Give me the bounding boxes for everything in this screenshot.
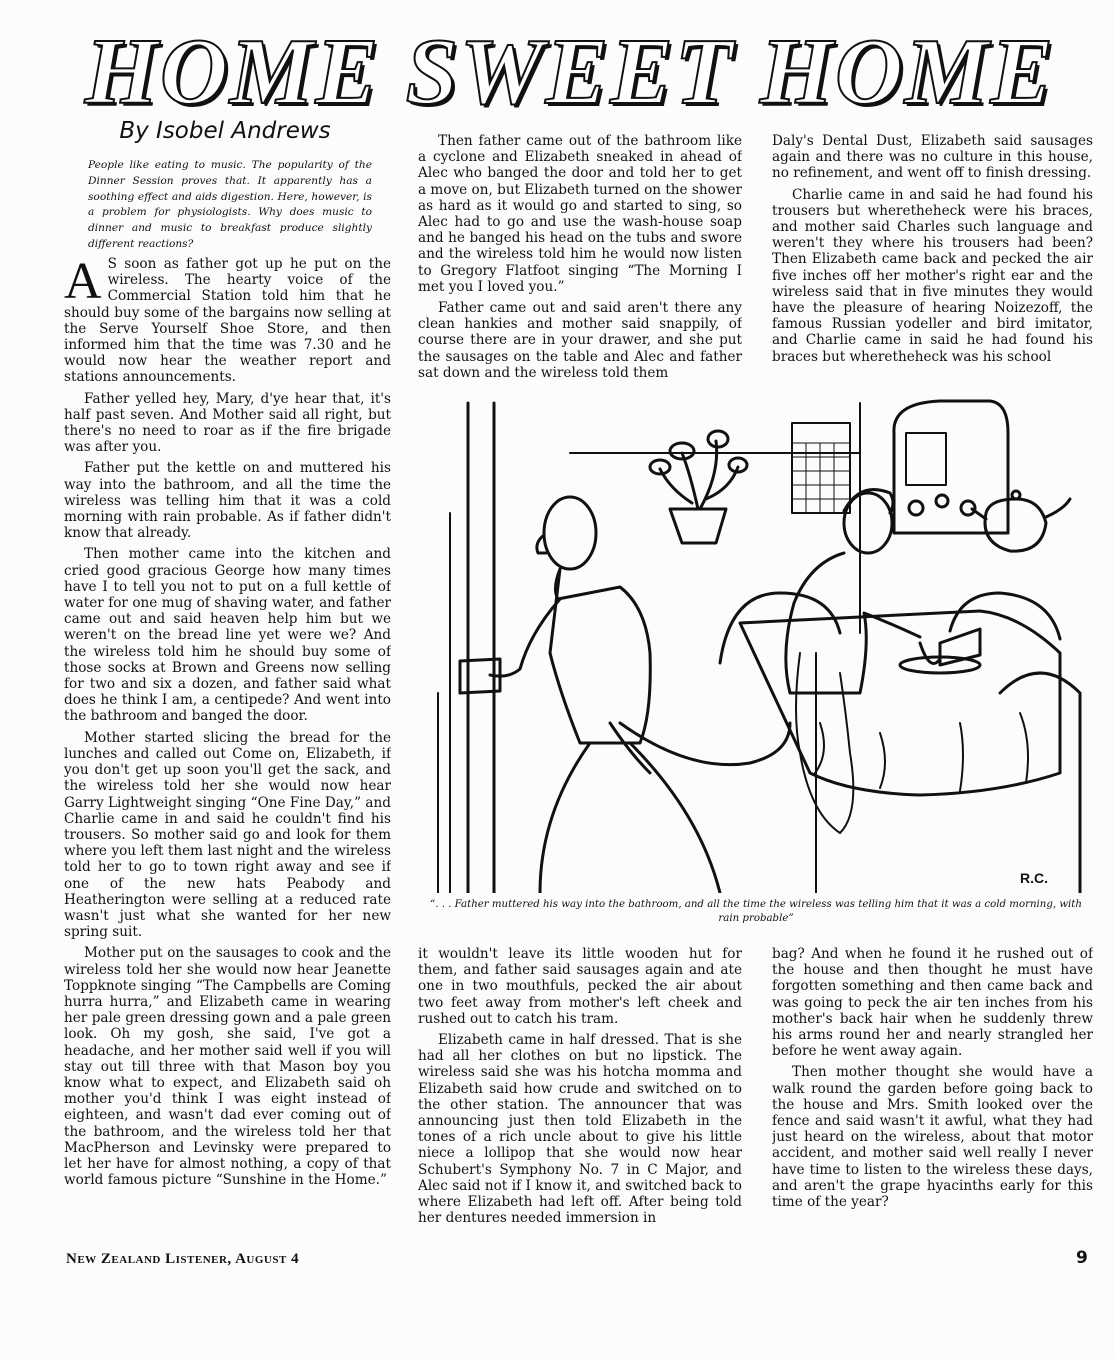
paragraph: Elizabeth came in half dressed. That is she had all her clothes on but no lipstick. The wireless said she was his hotcha momma and Elizabeth said how crude and switched on to the other station. The announcer that was announcing just then told Elizabeth in the tones of a rich uncle about to give his little niece a lollipop that she would now hear Schubert's Symphony No. 7 in C Major, and Alec said not if I know it, and switched back to where Elizabeth had left off. After being told her dentures needed immersion in <box>418 1032 742 1227</box>
paragraph: A S soon as father got up he put on the wireless. The hearty voice of the Commercial Station told him that he should buy some of the bargains now selling at the Serve Yourself Shoe Store, and then informed him that the time was 7.30 and he would now hear the weather report and stations announcements. <box>64 256 391 386</box>
paragraph: Then father came out of the bathroom like a cyclone and Elizabeth sneaked in ahead of Alec who banged the door and told her to get a move on, but Elizabeth turned on the shower as hard as it would go and started to sing, so Alec had to go and use the wash-house soap and he banged his head on the tubs and swore and the wireless told him he would now listen to Gregory Flatfoot singing “The Morning I met you I loved you.” <box>418 133 742 295</box>
paragraph: Then mother thought she would have a walk round the garden before going back to the house and Mrs. Smith looked over the fence and said wasn't it awful, what they had just heard on the wireless, about that motor accident, and mother said well really I never have time to listen to the wireless these days, and aren't the grape hyacinths early for this time of the year? <box>772 1064 1093 1211</box>
column-4 <box>418 946 742 1236</box>
paragraph: Charlie came in and said he had found his trousers but wheretheheck were his braces, and mother said Charles such language and weren't they where his trousers had been? Then Elizabeth came back and pecked the air five inches off her mother's right ear and the wireless said that in five minutes they would have the pleasure of hearing Noizezoff, the famous Russian yodeller and bird imitator, and Charlie came in said he had found his braces but wheretheheck was his school <box>772 186 1093 365</box>
paragraph: Mother started slicing the bread for the lunches and called out Come on, Elizabeth, if you don't get up soon you'll get the sack, and the wireless told her she would now hear Garry Lightweight singing “One Fine Day,” and Charlie came in and said he couldn't find his trousers. So mother said go and look for them where you left them last night and the wireless told her to go to town right away and see if one of the new hats Peabody and Heatherington were selling at a reduced rate wasn't just what she wanted for her new spring suit. <box>64 729 391 941</box>
column-2 <box>418 133 742 388</box>
teapot-icon <box>972 491 1070 551</box>
paragraph: Father yelled hey, Mary, d'ye hear that, it's half past seven. And Mother said all right, but there's no need to roar as if the fire brigade was after you. <box>64 390 391 456</box>
father-figure <box>460 497 790 893</box>
paragraph: Then mother came into the kitchen and cried good gracious George how many times have I to tell you not to put on a full kettle of water for one mug of shaving water, and father came out and said heaven help him but we weren't on the bread line yet were we? And the wireless told him he should buy some of those socks at Brown and Greens now selling for two and six a dozen, and father said what does he think I am, a centipede? And went into the bathroom and banged the door. <box>64 546 391 725</box>
paragraph: bag? And when he found it he rushed out of the house and then thought he must have forgotten something and then came back and was going to peck the air ten inches from his mother's back hair when he suddenly threw his arms round her and nearly strangled her before he went away again. <box>772 946 1093 1060</box>
paragraph: Father put the kettle on and muttered his way into the bathroom, and all the time the wireless was telling him that it was a cold morning with rain probable. As if father didn't know that already. <box>64 460 391 542</box>
footer-publication: New Zealand Listener, August 4 <box>66 1251 300 1267</box>
paragraph: Daly's Dental Dust, Elizabeth said sausages again and there was no culture in this house, no refinement, and went off to finish dressing. <box>772 133 1093 182</box>
intro-standfirst: People like eating to music. The popularity of the Dinner Session proves that. It apparently has a soothing effect and aids digestion. Here, however, is a problem for physiologists. Why does music to dinner and music to breakfast produce slightly different reactions? <box>88 159 372 250</box>
door-frame <box>468 403 494 893</box>
byline: By Isobel Andrews <box>119 118 331 144</box>
paragraph: Father came out and said aren't there any clean hankies and mother said snappily, of course there are in your drawer, and she put the sausages on the table and Alec and father sat down and the wireless told them <box>418 300 742 381</box>
potted-plant-icon <box>650 431 747 543</box>
drop-cap: A <box>64 256 102 310</box>
column-5 <box>772 946 1093 1236</box>
paragraph: Mother put on the sausages to cook and the wireless told her she would now hear Jeanette Toppknote singing “The Campbells are Coming hurra hurra,” and Elizabeth came in wearing her pale green dressing gown and a pale green look. Oh my gosh, she said, I've got a headache, and her mother said well if you will stay out till three with that Mason boy you know what to expect, and Elizabeth said oh mother you'd think I was eight instead of eighteen, and wasn't dad ever coming out of the bathroom, and the wireless told her that MacPherson and Levinsky were prepared to let her have for almost nothing, a copy of that world famous picture “Sunshine in the Home.” <box>64 945 391 1189</box>
calendar-icon <box>792 423 850 513</box>
wireless-radio-icon <box>894 401 1008 533</box>
illustration-caption: “. . . Father muttered his way into the bathroom, and all the time the wireless was telling him that it was a cold morning, with rain probable” <box>430 899 1082 924</box>
paragraph: it wouldn't leave its little wooden hut for them, and father said sausages again and ate one in two mouthfuls, pecked the air about two feet away from mother's left cheek and rushed out to catch his tram. <box>418 946 742 1027</box>
kitchen-illustration <box>420 393 1092 893</box>
column-3 <box>772 133 1093 388</box>
artist-initials: R.C. <box>1020 870 1048 886</box>
column-1 <box>64 256 391 1231</box>
page-number: 9 <box>1076 1248 1088 1268</box>
headline: HOME SWEET HOME <box>84 20 1056 124</box>
